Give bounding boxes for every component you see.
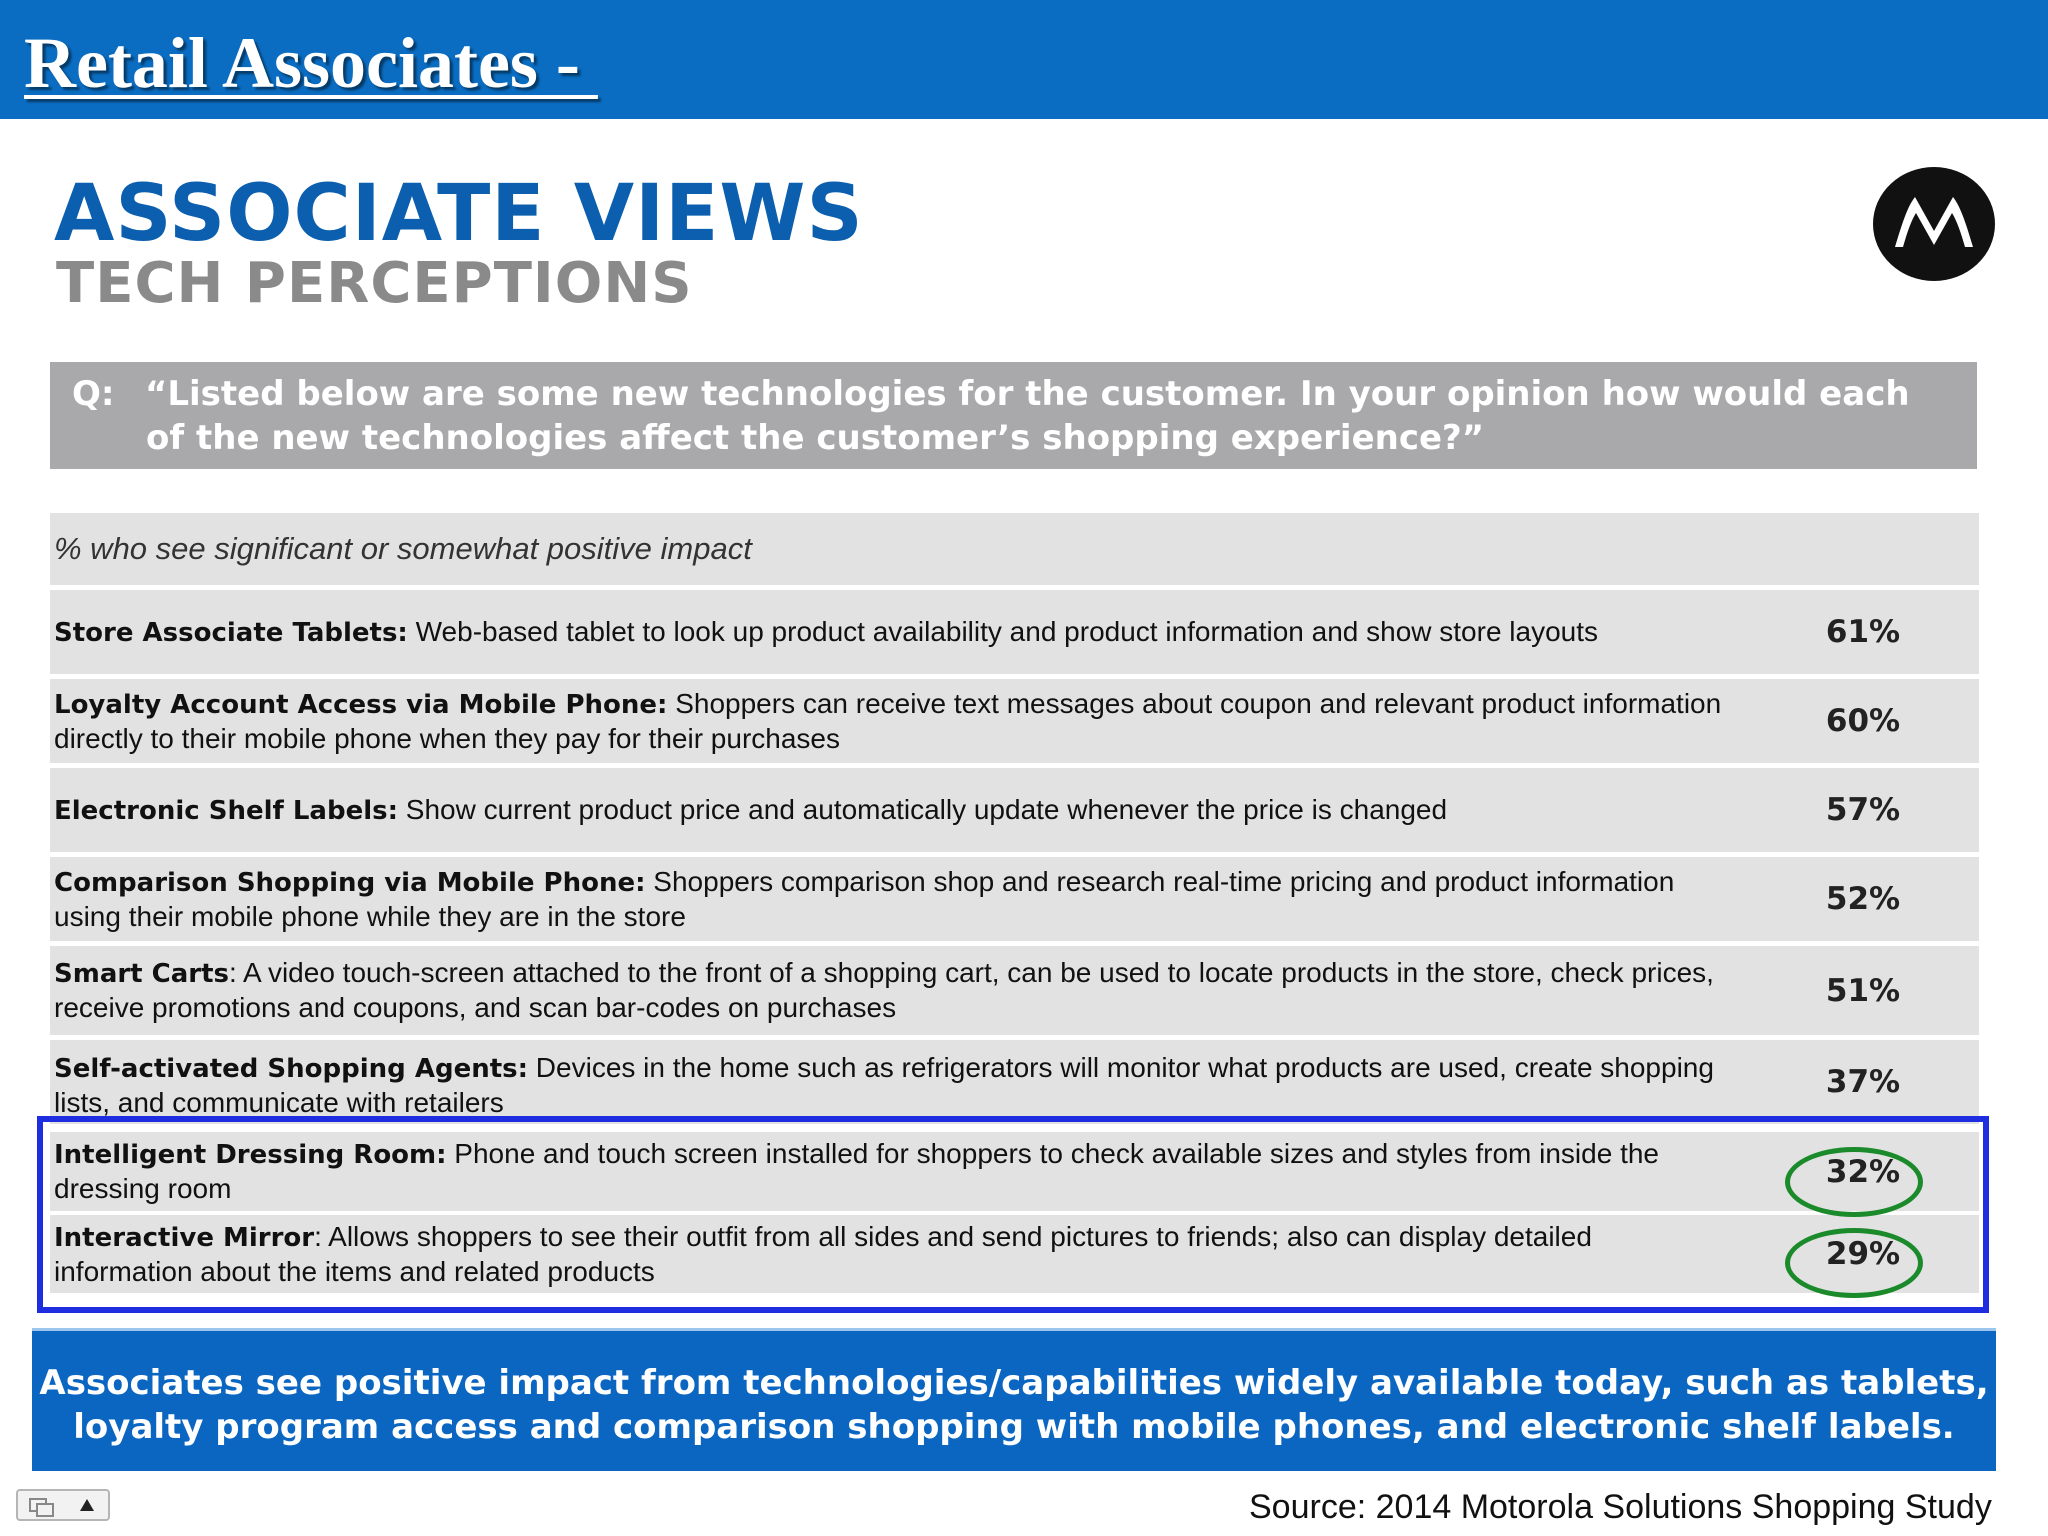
question-prefix: Q: <box>72 374 115 414</box>
row-name: Self-activated Shopping Agents: <box>54 1054 529 1084</box>
row-value: 51% <box>1825 972 1901 1009</box>
table-row <box>50 946 1979 1035</box>
row-value: 32% <box>1825 1153 1901 1190</box>
slide <box>0 119 2048 1536</box>
table-row <box>50 590 1979 674</box>
table-row <box>50 1132 1979 1211</box>
title-banner <box>0 0 2048 119</box>
row-value: 37% <box>1825 1064 1901 1100</box>
row-name: Interactive Mirror <box>54 1222 315 1253</box>
row-value: 52% <box>1825 881 1901 917</box>
up-arrow-icon[interactable] <box>78 1497 96 1513</box>
table-header-row <box>50 513 1979 585</box>
slide-navigation-control[interactable] <box>16 1489 110 1521</box>
motorola-logo-icon <box>1873 167 1995 281</box>
table-header: % who see significant or somewhat positive impact <box>54 531 752 566</box>
summary-banner: Associates see positive impact from technologies/capabilities widely available today, such as tablets, loyalty program access and comparison shopping with mobile phones, and electronic shelf labels. <box>32 1328 1996 1471</box>
table-row <box>50 857 1979 941</box>
row-value: 61% <box>1825 614 1901 650</box>
row-description: Shoppers can receive text messages about coupon and relevant product information directly to their mobile phone when they pay for their purchases <box>54 687 1722 754</box>
row-description: : Allows shoppers to see their outfit from all sides and send pictures to friends; also can display detailed information about the items and related products <box>54 1220 1592 1287</box>
row-value: 29% <box>1825 1236 1901 1272</box>
table-row <box>50 679 1979 763</box>
survey-question <box>50 362 1977 469</box>
question-text: “Listed below are some new technologies for the customer. In your opinion how would each of the new technologies affect the customer’s shopping experience?” <box>145 374 1910 458</box>
row-name: Loyalty Account Access via Mobile Phone: <box>54 689 668 720</box>
row-description: Shoppers comparison shop and research real-time pricing and product information using their mobile phone while they are in the store <box>54 865 1675 932</box>
banner-title: Retail Associates - <box>24 23 598 103</box>
row-name: Store Associate Tablets: <box>54 617 408 648</box>
table-row <box>50 768 1979 852</box>
row-description: Devices in the home such as refrigerators will monitor what products are used, create shopping lists, and communicate with retailers <box>54 1052 1714 1118</box>
slide-icon[interactable] <box>28 1497 56 1517</box>
table-header-value-cell <box>1747 513 1979 585</box>
row-description: Show current product price and automatically update whenever the price is changed <box>398 793 1448 825</box>
row-value: 60% <box>1825 703 1901 739</box>
table-row <box>50 1215 1979 1293</box>
row-name: Smart Carts <box>54 959 230 989</box>
row-description: Web-based tablet to look up product availability and product information and show store layouts <box>407 615 1599 647</box>
row-name: Electronic Shelf Labels: <box>54 795 399 826</box>
row-name: Intelligent Dressing Room: <box>54 1140 447 1170</box>
row-description: : A video touch-screen attached to the front of a shopping cart, can be used to locate products in the store, check prices, receive promotions and coupons, and scan bar-codes on purchases <box>54 957 1714 1023</box>
slide-heading: ASSOCIATE VIEWS <box>54 169 864 259</box>
table-row <box>50 1040 1979 1124</box>
source-citation: Source: 2014 Motorola Solutions Shopping Study <box>1249 1488 1992 1526</box>
row-value: 57% <box>1825 792 1901 828</box>
row-name: Comparison Shopping via Mobile Phone: <box>54 867 646 898</box>
row-description: Phone and touch screen installed for shoppers to check available sizes and styles from inside the dressing room <box>54 1138 1659 1204</box>
slide-subheading: TECH PERCEPTIONS <box>56 251 693 316</box>
